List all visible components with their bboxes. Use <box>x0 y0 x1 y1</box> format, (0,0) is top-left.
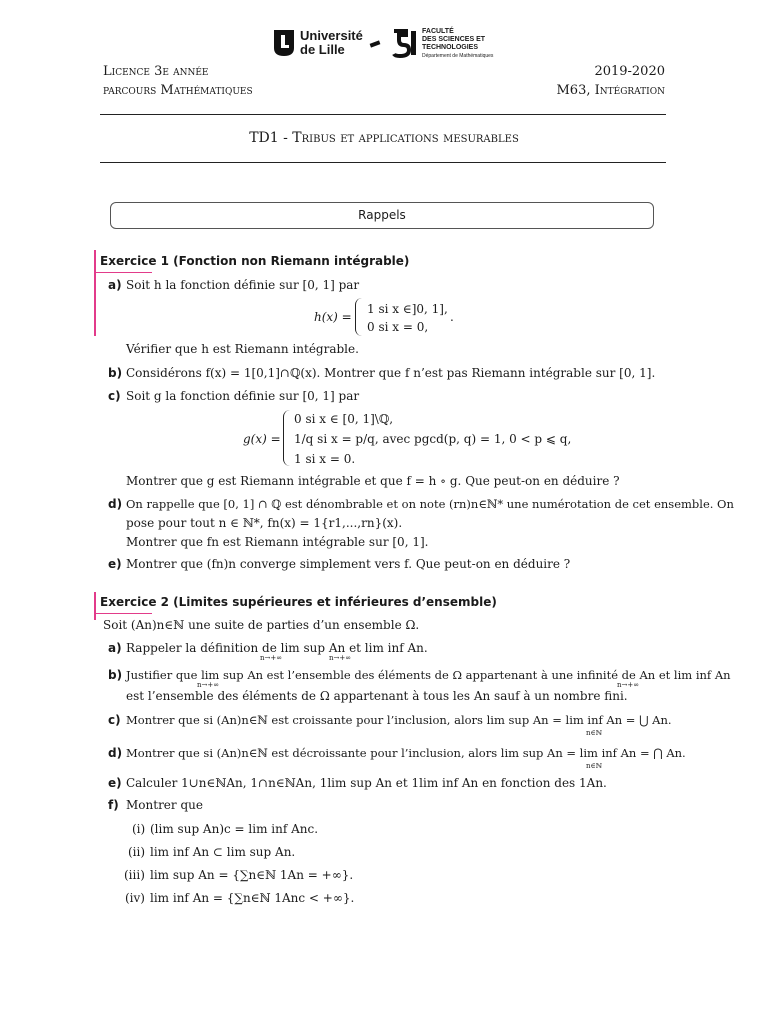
ex1-underline <box>94 272 152 273</box>
ex2-d-label: d) <box>108 746 123 760</box>
ex2-d-sub: n∈ℕ <box>586 762 603 770</box>
ex1-d-text2: pose pour tout n ∈ ℕ*, fn(x) = 1{r1,...,rn}(x). <box>126 516 403 530</box>
ex2-underline <box>94 613 152 614</box>
ex2-b-text2: est l’ensemble des éléments de Ω appartenant à tous les An sauf à un nombre fini. <box>126 689 628 703</box>
ex1-a-lhs: h(x) = <box>314 310 352 324</box>
header-left-2: parcours Mathématiques <box>103 83 253 98</box>
ex1-a-dot: . <box>450 310 454 324</box>
ex1-c-text: Soit g la fonction définie sur [0, 1] par <box>126 389 360 403</box>
ex1-c-label: c) <box>108 389 121 403</box>
rule-bottom <box>100 162 666 163</box>
ex1-a-after: Vérifier que h est Riemann intégrable. <box>126 342 359 356</box>
header-right-1: 2019-2020 <box>594 64 665 79</box>
ex1-d-label: d) <box>108 497 123 511</box>
university-name-2: de Lille <box>300 42 345 57</box>
ex1-c-brace <box>283 410 290 466</box>
ex2-c-sub: n∈ℕ <box>586 729 603 737</box>
ex1-e-label: e) <box>108 557 122 571</box>
ex2-c-label: c) <box>108 713 121 727</box>
ex2-d-text: Montrer que si (An)n∈ℕ est décroissante pour l’inclusion, alors lim sup An = lim inf An = ⋂ An. <box>126 746 686 760</box>
ex2-b-label: b) <box>108 668 123 682</box>
ex2-f-label: f) <box>108 798 119 812</box>
ex2-f-item-num: (i) <box>132 822 146 836</box>
university-logo <box>272 28 362 60</box>
ex2-a-sub-2: n→+∞ <box>329 654 352 662</box>
ex1-margin-bar <box>94 250 96 336</box>
page-title: TD1 - Tribus et applications mesurables <box>249 130 519 146</box>
faculty-logo <box>392 28 512 62</box>
ex1-title: Exercice 1 (Fonction non Riemann intégrable) <box>100 254 410 268</box>
header-right-2: M63, Intégration <box>556 83 665 98</box>
ex1-d-text3: Montrer que fn est Riemann intégrable sur [0, 1]. <box>126 535 429 549</box>
ex2-f-text: Montrer que <box>126 798 203 812</box>
ex2-f-item-num: (iv) <box>125 891 145 905</box>
ex1-a-text: Soit h la fonction définie sur [0, 1] par <box>126 278 360 292</box>
university-logo-icon <box>272 28 296 58</box>
ex2-a-text: Rappeler la définition de lim sup An et lim inf An. <box>126 641 428 655</box>
ex2-title: Exercice 2 (Limites supérieures et inférieures d’ensemble) <box>100 595 497 609</box>
ex1-a-case2: 0 si x = 0, <box>367 320 429 334</box>
ex2-e-text: Calculer 1∪n∈ℕAn, 1∩n∈ℕAn, 1lim sup An et 1lim inf An en fonction des 1An. <box>126 776 607 790</box>
faculty-line-1: FACULTÉ <box>422 28 454 35</box>
ex2-a-sub-1: n→+∞ <box>260 654 283 662</box>
faculty-line-4: Département de Mathématiques <box>422 53 494 59</box>
ex1-d-text1: On rappelle que [0, 1] ∩ ℚ est dénombrable et on note (rn)n∈ℕ* une numérotation de cet ensemble. On <box>126 497 734 511</box>
ex2-c-text: Montrer que si (An)n∈ℕ est croissante pour l’inclusion, alors lim sup An = lim inf An = ⋃ An. <box>126 713 672 727</box>
ex2-intro: Soit (An)n∈ℕ une suite de parties d’un ensemble Ω. <box>103 618 420 632</box>
dash-separator <box>370 40 381 47</box>
ex2-b-sub-1: n→+∞ <box>197 681 220 689</box>
rappels-label: Rappels <box>358 208 406 222</box>
ex2-f-item-text: lim sup An = {∑n∈ℕ 1An = +∞}. <box>150 868 354 882</box>
ex2-margin-bar <box>94 592 96 620</box>
ex2-f-item-text: lim inf An ⊂ lim sup An. <box>150 845 296 859</box>
rule-top <box>100 114 666 115</box>
ex1-b-label: b) <box>108 366 123 380</box>
ex1-c-case2: 1/q si x = p/q, avec pgcd(p, q) = 1, 0 < p ⩽ q, <box>294 432 572 446</box>
ex1-e-text: Montrer que (fn)n converge simplement vers f. Que peut-on en déduire ? <box>126 557 571 571</box>
faculty-line-3: TECHNOLOGIES <box>422 44 479 51</box>
header-left-1: Licence 3e année <box>103 64 209 79</box>
university-name-1: Université <box>300 28 363 43</box>
ex2-b-text1: Justifier que lim sup An est l’ensemble des éléments de Ω appartenant à une infinité de An et lim inf An <box>126 668 731 682</box>
ex2-f-item-text: lim inf An = {∑n∈ℕ 1Anc < +∞}. <box>150 891 355 905</box>
ex1-c-after: Montrer que g est Riemann intégrable et que f = h ∘ g. Que peut-on en déduire ? <box>126 474 620 488</box>
ex1-a-brace <box>355 298 362 336</box>
ex1-a-case1: 1 si x ∈]0, 1], <box>367 302 448 316</box>
ex2-a-label: a) <box>108 641 122 655</box>
ex2-f-item-text: (lim sup An)c = lim inf Anc. <box>150 822 319 836</box>
ex2-e-label: e) <box>108 776 122 790</box>
faculty-line-2: DES SCIENCES ET <box>422 36 486 43</box>
ex1-c-case3: 1 si x = 0. <box>294 452 356 466</box>
ex1-a-label: a) <box>108 278 122 292</box>
ex2-f-item-num: (iii) <box>124 868 145 882</box>
ex2-f-item-num: (ii) <box>128 845 146 859</box>
ex2-b-sub-2: n→+∞ <box>617 681 640 689</box>
ex1-b-text: Considérons f(x) = 1[0,1]∩ℚ(x). Montrer que f n’est pas Riemann intégrable sur [0, 1]. <box>126 366 656 380</box>
ex1-c-lhs: g(x) = <box>243 432 281 446</box>
faculty-logo-icon <box>392 28 418 58</box>
rappels-box[interactable] <box>110 202 654 229</box>
ex1-c-case1: 0 si x ∈ [0, 1]\ℚ, <box>294 412 394 426</box>
